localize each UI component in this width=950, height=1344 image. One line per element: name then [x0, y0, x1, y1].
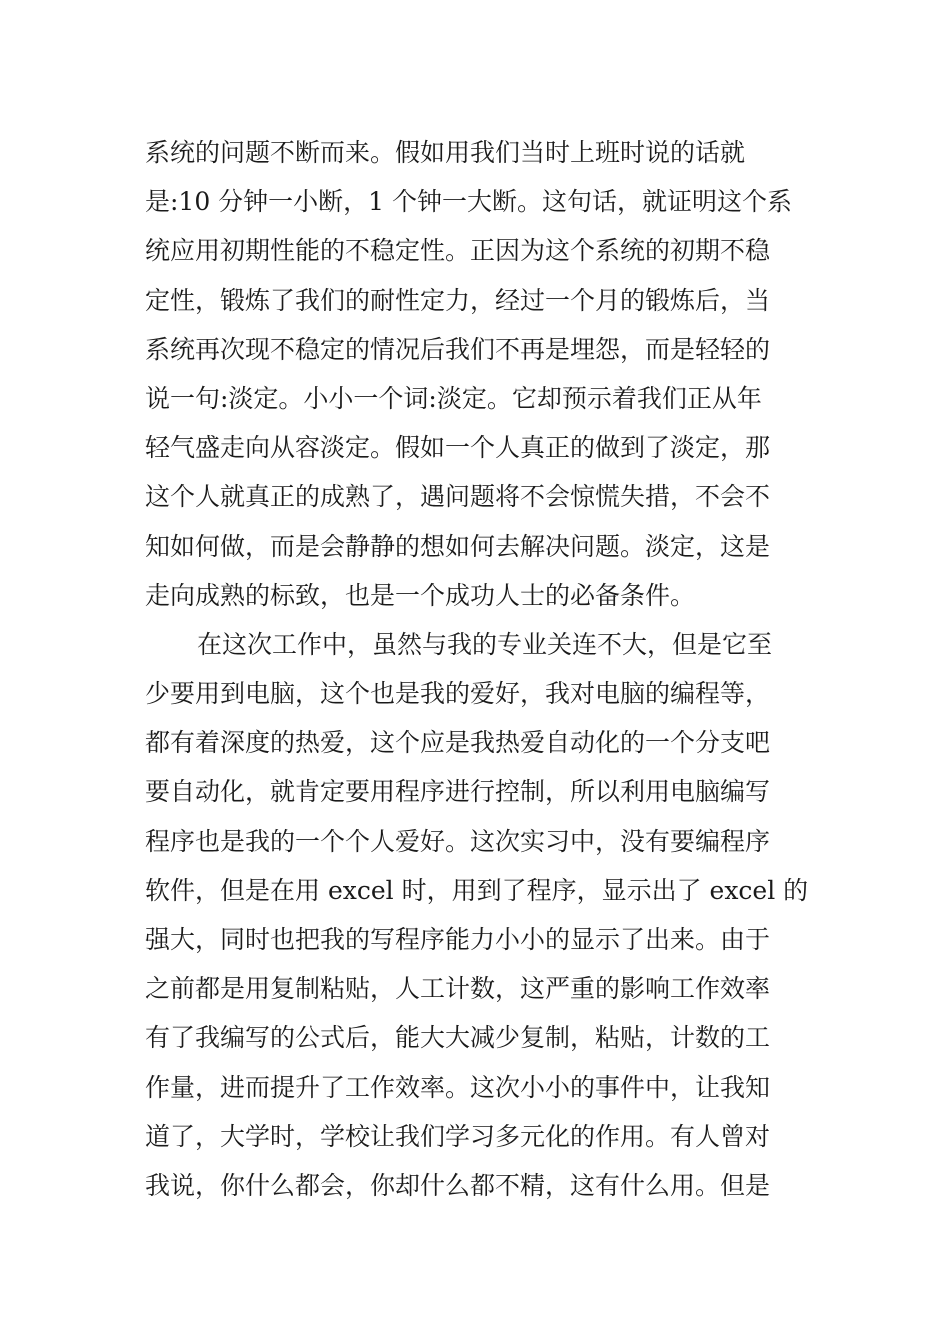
text-line: 程序也是我的一个个人爱好。这次实习中，没有要编程序 — [145, 826, 771, 856]
text-line: 系统再次现不稳定的情况后我们不再是埋怨，而是轻轻的 — [145, 334, 771, 364]
text-line: 统应用初期性能的不稳定性。正因为这个系统的初期不稳 — [145, 236, 771, 266]
text-line: 强大，同时也把我的写程序能力小小的显示了出来。由于 — [145, 925, 771, 954]
text-line: 系统的问题不断而来。假如用我们当时上班时说的话就 — [145, 138, 746, 167]
text-line: 轻气盛走向从容淡定。假如一个人真正的做到了淡定，那 — [145, 433, 771, 463]
text-line: 是:10 分钟一小断，1 个钟一大断。这句话，就证明这个系 — [145, 187, 793, 217]
text-line: 少要用到电脑，这个也是我的爱好，我对电脑的编程等， — [145, 679, 771, 709]
text-line: 这个人就真正的成熟了，遇问题将不会惊慌失措，不会不 — [145, 482, 771, 512]
text-line: 我说，你什么都会，你却什么都不精，这有什么用。但是 — [145, 1170, 771, 1200]
text-line: 走向成熟的标致，也是一个成功人士的必备条件。 — [145, 580, 696, 610]
text-line: 要自动化，就肯定要用程序进行控制，所以利用电脑编写 — [145, 777, 771, 807]
text-line: 知如何做，而是会静静的想如何去解决问题。淡定，这是 — [145, 531, 771, 561]
text-line: 作量，进而提升了工作效率。这次小小的事件中，让我知 — [145, 1072, 771, 1102]
body-text — [145, 128, 810, 1210]
text-line: 说一句:淡定。小小一个词:淡定。它却预示着我们正从年 — [145, 383, 762, 413]
text-line: 定性，锻炼了我们的耐性定力，经过一个月的锻炼后，当 — [145, 285, 771, 315]
text-line: 之前都是用复制粘贴，人工计数，这严重的影响工作效率 — [145, 974, 771, 1004]
paragraph-start-line: 在这次工作中，虽然与我的专业关连不大，但是它至 — [197, 629, 773, 659]
text-line: 道了，大学时，学校让我们学习多元化的作用。有人曾对 — [145, 1121, 771, 1151]
text-line: 有了我编写的公式后，能大大减少复制，粘贴，计数的工 — [145, 1023, 771, 1053]
text-line: 软件，但是在用 excel 时，用到了程序，显示出了 excel 的 — [145, 875, 809, 905]
text-line: 都有着深度的热爱，这个应是我热爱自动化的一个分支吧 — [145, 728, 771, 758]
